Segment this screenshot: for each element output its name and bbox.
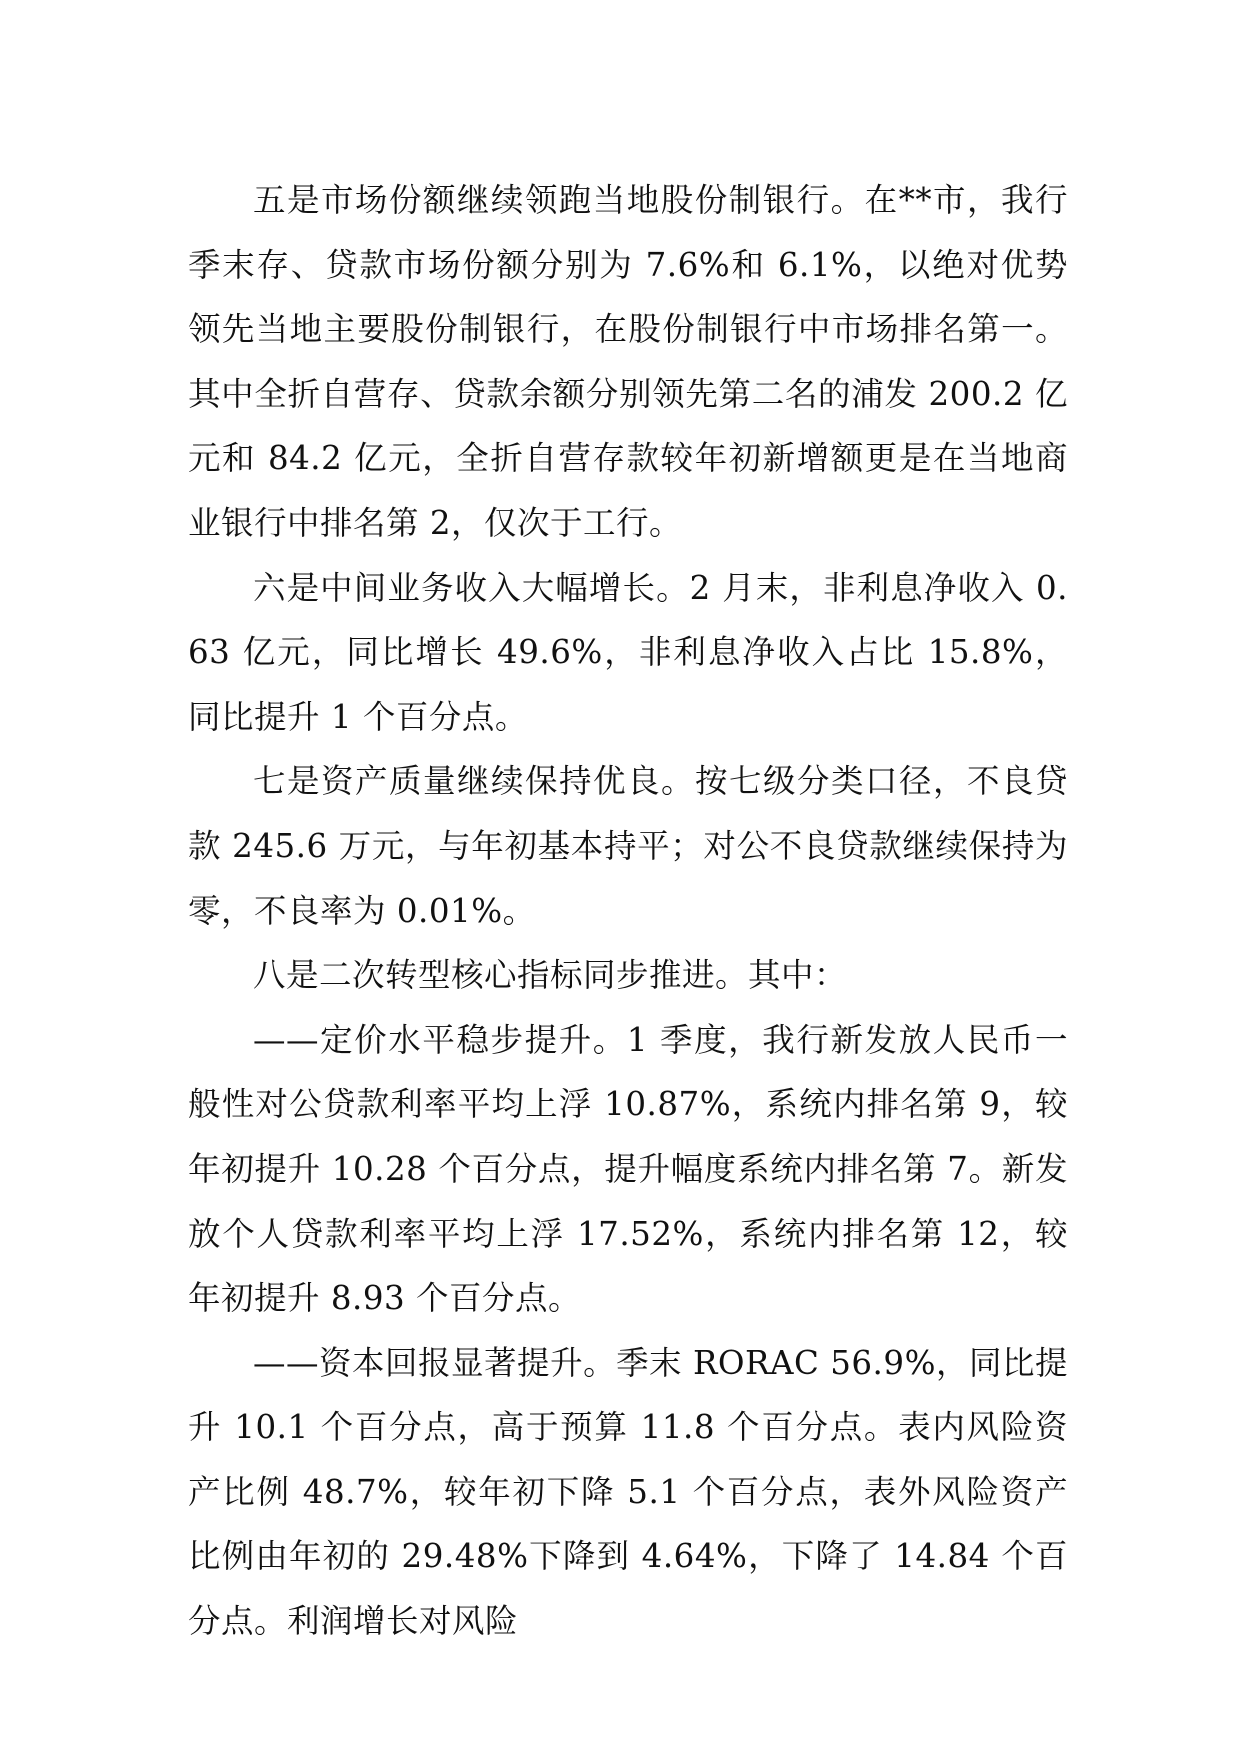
paragraph-capital-return: ——资本回报显著提升。季末 RORAC 56.9%，同比提升 10.1 个百分点，高于预算 11.8 个百分点。表内风险资产比例 48.7%，较年初下降 5.1 个百分点，表外风险资产比例由年初的 29.48%下降到 4.64%，下降了 14.84 个百分点。利润增长对风险 <box>188 1343 1068 1641</box>
paragraph-transformation-intro: 八是二次转型核心指标同步推进。其中： <box>253 956 848 995</box>
paragraph-intermediary-income: 六是中间业务收入大幅增长。2 月末，非利息净收入 0.63 亿元，同比增长 49.6%，非利息净收入占比 15.8%，同比提升 1 个百分点。 <box>188 568 1068 736</box>
paragraph-market-share: 五是市场份额继续领跑当地股份制银行。在**市，我行季末存、贷款市场份额分别为 7.6%和 6.1%，以绝对优势领先当地主要股份制银行，在股份制银行中市场排名第一。其中全折自营存、贷款余额分别领先第二名的浦发 200.2 亿元和 84.2 亿元，全折自营存款较年初新增额更是在当地商业银行中排名第 2，仅次于工行。 <box>188 181 1068 542</box>
paragraph-pricing-level: ——定价水平稳步提升。1 季度，我行新发放人民币一般性对公贷款利率平均上浮 10.87%，系统内排名第 9，较年初提升 10.28 个百分点，提升幅度系统内排名第 7。新发放个人贷款利率平均上浮 17.52%，系统内排名第 12，较年初提升 8.93 个百分点。 <box>188 1020 1068 1318</box>
document-body <box>188 168 1068 1654</box>
paragraph-asset-quality: 七是资产质量继续保持优良。按七级分类口径，不良贷款 245.6 万元，与年初基本持平；对公不良贷款继续保持为零，不良率为 0.01%。 <box>188 762 1068 930</box>
